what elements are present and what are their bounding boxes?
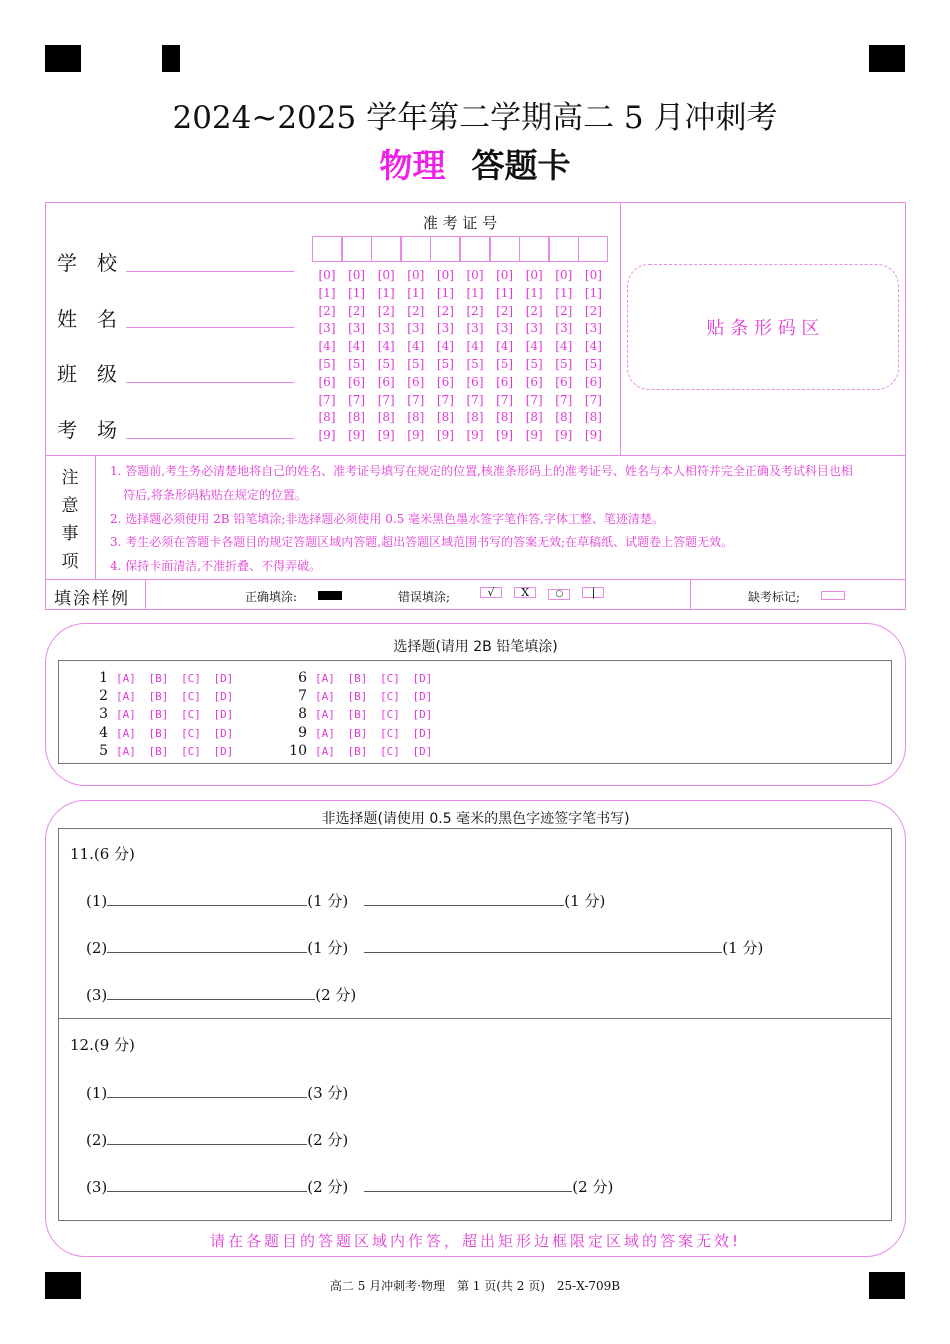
wrong-fill-samples: √ X ○ | — [480, 585, 604, 600]
score: (1 分) — [722, 939, 764, 957]
question-number: 8 — [298, 706, 307, 723]
id-digit-option[interactable]: [2] — [466, 303, 484, 318]
id-digit-option[interactable]: [0] — [377, 268, 395, 282]
choice-option-d[interactable]: [D] — [213, 726, 234, 740]
subject-title — [0, 140, 950, 187]
barcode-area — [627, 264, 899, 390]
part-label: (1) — [86, 1084, 108, 1102]
footer: 高二 5 月冲刺考·物理 第 1 页(共 2 页) 25-X-709B — [329, 1279, 621, 1293]
id-digit-option[interactable]: [1] — [555, 285, 573, 300]
id-digit-option[interactable]: [8] — [525, 410, 543, 425]
id-digit-option[interactable]: [7] — [496, 392, 514, 407]
exam-title: 2024~2025 学年第二学期高二 5 月冲刺考 — [172, 100, 778, 136]
id-digit-option[interactable]: [7] — [318, 392, 336, 407]
absent-mark-box[interactable] — [821, 591, 845, 600]
id-digit-option[interactable]: [6] — [407, 374, 425, 389]
id-digit-option[interactable]: [6] — [436, 374, 454, 389]
id-digit-option[interactable]: [8] — [377, 410, 395, 425]
choice-option-d[interactable]: [D] — [412, 726, 433, 740]
id-digit-option[interactable]: [2] — [436, 303, 454, 318]
choice-option-c[interactable]: [C] — [181, 726, 201, 740]
id-digit-option[interactable]: [5] — [318, 357, 336, 371]
choice-option-c[interactable]: [C] — [380, 672, 400, 685]
choice-option-b[interactable]: [B] — [148, 690, 169, 704]
choice-option-c[interactable]: [C] — [380, 690, 400, 704]
id-digit-option[interactable]: [3] — [348, 321, 366, 336]
choice-option-a[interactable]: [A] — [116, 726, 136, 740]
id-digit-cell[interactable] — [430, 236, 460, 262]
id-digit-option[interactable]: [9] — [555, 428, 573, 443]
score: (2 分) — [307, 1178, 349, 1196]
id-digit-option[interactable]: [3] — [496, 321, 514, 336]
notice-title — [58, 464, 82, 576]
id-digit-option[interactable]: [0] — [496, 268, 514, 282]
id-digit-option[interactable]: [8] — [436, 410, 454, 425]
id-digit-option[interactable]: [5] — [555, 357, 573, 371]
notice-title-char: 意 — [61, 496, 79, 516]
id-digit-option[interactable]: [8] — [496, 410, 514, 425]
id-digit-cell[interactable] — [401, 236, 431, 262]
choice-option-c[interactable]: [C] — [181, 690, 201, 704]
choice-option-b[interactable]: [B] — [347, 744, 368, 758]
card-name: 答题卡 — [471, 146, 571, 185]
divider — [45, 455, 906, 456]
id-digit-option[interactable]: [6] — [584, 374, 602, 389]
registration-mark — [162, 45, 180, 72]
choice-option-a[interactable]: [A] — [116, 708, 136, 722]
divider — [690, 579, 691, 610]
id-digit-option[interactable]: [5] — [525, 357, 543, 371]
id-digit-option[interactable]: [5] — [377, 357, 395, 371]
choice-option-d[interactable]: [D] — [412, 708, 433, 722]
choice-option-a[interactable]: [A] — [315, 744, 335, 758]
id-digit-option[interactable]: [7] — [348, 392, 366, 407]
id-digit-option[interactable]: [2] — [407, 303, 425, 318]
id-digit-option[interactable]: [1] — [525, 285, 543, 300]
choice-option-b[interactable]: [B] — [347, 726, 368, 740]
choice-option-b[interactable]: [B] — [148, 708, 169, 722]
id-digit-option[interactable]: [2] — [496, 303, 514, 318]
divider — [58, 1018, 892, 1019]
id-digit-option[interactable]: [1] — [436, 285, 454, 300]
notice-item: 3. 考生必须在答题卡各题目的规定答题区域内答题,超出答题区域范围书写的答案无效;在草稿纸、试题卷上答题无效。 — [110, 535, 734, 549]
id-digit-option[interactable]: [4] — [466, 339, 484, 354]
choice-option-c[interactable]: [C] — [380, 744, 400, 758]
id-digit-option[interactable]: [9] — [525, 428, 543, 443]
id-digit-option[interactable]: [0] — [525, 268, 543, 282]
choice-option-d[interactable]: [D] — [213, 708, 234, 722]
id-digit-option[interactable]: [8] — [407, 410, 425, 425]
id-digit-option[interactable]: [0] — [348, 268, 366, 282]
id-digit-option[interactable]: [3] — [377, 321, 395, 336]
question-number: 4 — [99, 724, 108, 741]
question-number: 1 — [99, 670, 108, 686]
id-digit-option[interactable]: [4] — [348, 339, 366, 354]
id-digit-option[interactable]: [7] — [407, 392, 425, 407]
choice-option-b[interactable]: [B] — [347, 690, 368, 704]
q12-1[interactable] — [86, 1082, 348, 1103]
id-digit-option[interactable]: [3] — [436, 321, 454, 336]
id-digit-option[interactable]: [2] — [555, 303, 573, 318]
divider — [620, 202, 621, 455]
id-digit-cell[interactable] — [342, 236, 372, 262]
choice-option-a[interactable]: [A] — [315, 726, 335, 740]
choice-option-a[interactable]: [A] — [315, 690, 335, 704]
part-label: (2) — [86, 939, 108, 957]
id-digit-option[interactable]: [4] — [496, 339, 514, 354]
part-label: (2) — [86, 1131, 108, 1149]
warning-text: 请在各题目的答题区域内作答，超出矩形边框限定区域的答案无效! — [209, 1232, 742, 1250]
subject-name: 物理 — [379, 146, 446, 185]
id-digit-option[interactable]: [3] — [407, 321, 425, 336]
question-number: 10 — [289, 742, 307, 759]
question-number: 5 — [99, 742, 108, 759]
choice-option-a[interactable]: [A] — [116, 690, 136, 704]
choice-option-d[interactable]: [D] — [412, 744, 433, 758]
registration-mark — [869, 45, 905, 72]
question-number: 2 — [99, 688, 108, 705]
score: (3 分) — [307, 1084, 349, 1102]
part-label: (3) — [86, 986, 108, 1004]
q12-3[interactable] — [86, 1176, 613, 1197]
id-digit-option[interactable]: [4] — [555, 339, 573, 354]
field-input[interactable] — [126, 318, 294, 328]
id-digit-option[interactable]: [1] — [584, 285, 602, 300]
id-digit-option[interactable]: [6] — [555, 374, 573, 389]
id-digit-option[interactable]: [5] — [466, 357, 484, 371]
choice-option-a[interactable]: [A] — [315, 672, 335, 685]
q11-1[interactable] — [86, 890, 605, 911]
q12-2[interactable] — [86, 1129, 348, 1150]
choice-option-c[interactable]: [C] — [181, 744, 201, 758]
id-digit-option[interactable]: [8] — [318, 410, 336, 425]
field-input[interactable] — [126, 373, 294, 383]
choice-option-b[interactable]: [B] — [148, 672, 169, 685]
choice-option-d[interactable]: [D] — [412, 672, 433, 685]
part-label: (3) — [86, 1178, 108, 1196]
id-digit-option[interactable]: [3] — [555, 321, 573, 336]
id-digit-option[interactable]: [9] — [584, 428, 602, 443]
id-digit-option[interactable]: [0] — [318, 268, 336, 282]
choice-option-a[interactable]: [A] — [116, 744, 136, 758]
notice-title-char: 项 — [61, 552, 79, 572]
id-digit-option[interactable]: [7] — [436, 392, 454, 407]
id-digit-option[interactable]: [4] — [318, 339, 336, 354]
id-digit-option[interactable]: [5] — [348, 357, 366, 371]
field-label: 学 校 — [57, 251, 117, 275]
score: (2 分) — [572, 1178, 614, 1196]
id-digit-option[interactable]: [0] — [407, 268, 425, 282]
notice-item: 4. 保持卡面清洁,不准折叠、不得弄破。 — [110, 559, 322, 573]
score: (1 分) — [307, 939, 349, 957]
id-digit-option[interactable]: [7] — [466, 392, 484, 407]
id-digit-option[interactable]: [1] — [496, 285, 514, 300]
absent-label: 缺考标记; — [748, 590, 801, 604]
id-digit-option[interactable]: [9] — [466, 428, 484, 443]
correct-fill-sample — [318, 591, 342, 600]
choice-option-a[interactable]: [A] — [116, 672, 136, 685]
id-digit-cell[interactable] — [519, 236, 549, 262]
id-digit-option[interactable]: [0] — [584, 268, 602, 282]
id-digit-cell[interactable] — [312, 236, 342, 262]
question-number: 6 — [298, 670, 307, 686]
id-digit-option[interactable]: [1] — [407, 285, 425, 300]
choice-option-d[interactable]: [D] — [213, 744, 234, 758]
score: (1 分) — [564, 892, 606, 910]
notice-title-char: 事 — [61, 524, 79, 544]
registration-mark — [45, 45, 81, 72]
barcode-label: 贴 条 形 码 区 — [706, 318, 820, 339]
choice-option-c[interactable]: [C] — [181, 708, 201, 722]
part-label: (1) — [86, 892, 108, 910]
score: (1 分) — [307, 892, 349, 910]
choice-option-d[interactable]: [D] — [213, 690, 234, 704]
id-digit-option[interactable]: [2] — [584, 303, 602, 318]
field-label: 班 级 — [57, 362, 117, 386]
q12-title: 12.(9 分) — [70, 1036, 135, 1054]
id-digit-option[interactable]: [8] — [584, 410, 602, 425]
id-digit-option[interactable]: [6] — [496, 374, 514, 389]
id-digit-option[interactable]: [5] — [436, 357, 454, 371]
question-number: 7 — [298, 688, 307, 705]
id-digit-option[interactable]: [2] — [377, 303, 395, 318]
id-digit-option[interactable]: [1] — [377, 285, 395, 300]
id-digit-option[interactable]: [3] — [584, 321, 602, 336]
choice-option-a[interactable]: [A] — [315, 708, 335, 722]
id-digit-option[interactable]: [0] — [555, 268, 573, 282]
choice-option-c[interactable]: [C] — [181, 672, 201, 685]
id-digit-option[interactable]: [8] — [555, 410, 573, 425]
score: (2 分) — [307, 1131, 349, 1149]
id-digit-option[interactable]: [2] — [318, 303, 336, 318]
field-label: 考 场 — [57, 418, 117, 442]
nonchoice-title: 非选择题(请使用 0.5 毫米的黑色字迹签字笔书写) — [321, 811, 630, 827]
id-digit-option[interactable]: [0] — [436, 268, 454, 282]
id-digit-option[interactable]: [4] — [436, 339, 454, 354]
id-digit-option[interactable]: [7] — [584, 392, 602, 407]
field-input[interactable] — [126, 429, 294, 439]
question-number: 3 — [99, 706, 108, 723]
choice-option-c[interactable]: [C] — [380, 708, 400, 722]
id-digit-option[interactable]: [8] — [466, 410, 484, 425]
id-digit-option[interactable]: [6] — [318, 374, 336, 389]
id-digit-option[interactable]: [1] — [348, 285, 366, 300]
id-digit-option[interactable]: [4] — [377, 339, 395, 354]
field-label: 姓 名 — [57, 307, 117, 331]
choice-option-d[interactable]: [D] — [412, 690, 433, 704]
id-digit-option[interactable]: [9] — [377, 428, 395, 443]
choice-title: 选择题(请用 2B 铅笔填涂) — [393, 639, 558, 655]
divider — [145, 579, 146, 610]
id-digit-option[interactable]: [5] — [584, 357, 602, 371]
id-digit-option[interactable]: [3] — [318, 321, 336, 336]
id-digit-cell[interactable] — [460, 236, 490, 262]
id-digit-option[interactable]: [1] — [318, 285, 336, 300]
id-digit-option[interactable]: [8] — [348, 410, 366, 425]
notice-item: 2. 选择题必须使用 2B 铅笔填涂;非选择题必须使用 0.5 毫米黑色墨水签字笔作答,字体工整、笔迹清楚。 — [110, 512, 664, 526]
id-digit-option[interactable]: [7] — [377, 392, 395, 407]
choice-option-c[interactable]: [C] — [380, 726, 400, 740]
score: (2 分) — [315, 986, 357, 1004]
choice-option-b[interactable]: [B] — [347, 708, 368, 722]
answer-box — [58, 828, 892, 1221]
id-digit-option[interactable]: [3] — [466, 321, 484, 336]
choice-option-d[interactable]: [D] — [213, 672, 234, 685]
id-digit-option[interactable]: [6] — [525, 374, 543, 389]
id-digit-cell[interactable] — [371, 236, 401, 262]
q11-3[interactable] — [86, 984, 356, 1005]
id-digit-option[interactable]: [9] — [318, 428, 336, 443]
id-digit-cell[interactable] — [549, 236, 579, 262]
field-input[interactable] — [126, 262, 294, 272]
id-digit-cell[interactable] — [490, 236, 520, 262]
notice-item: 1. 答题前,考生务必清楚地将自己的姓名、准考证号填写在规定的位置,核准条形码上的准考证号、姓名与本人相符并完全正确及考试科目也相 — [110, 464, 853, 478]
q11-2[interactable] — [86, 937, 763, 958]
notice-item: 符后,将条形码粘贴在规定的位置。 — [123, 488, 307, 502]
id-digit-option[interactable]: [4] — [584, 339, 602, 354]
choice-option-b[interactable]: [B] — [148, 744, 169, 758]
id-digit-option[interactable]: [6] — [348, 374, 366, 389]
id-digit-option[interactable]: [9] — [407, 428, 425, 443]
divider — [95, 455, 96, 579]
id-digit-option[interactable]: [6] — [466, 374, 484, 389]
id-digit-option[interactable]: [4] — [407, 339, 425, 354]
id-digit-option[interactable]: [5] — [407, 357, 425, 371]
sample-title: 填涂样例 — [54, 589, 130, 609]
q11-title: 11.(6 分) — [70, 845, 135, 863]
question-number: 9 — [298, 724, 307, 741]
id-digit-option[interactable]: [2] — [525, 303, 543, 318]
id-digit-option[interactable]: [5] — [496, 357, 514, 371]
id-digit-option[interactable]: [9] — [496, 428, 514, 443]
id-digit-option[interactable]: [9] — [348, 428, 366, 443]
id-digit-option[interactable]: [4] — [525, 339, 543, 354]
wrong-fill-label: 错误填涂; — [398, 590, 451, 604]
correct-fill-label: 正确填涂: — [245, 590, 298, 604]
id-digit-option[interactable]: [3] — [525, 321, 543, 336]
id-digit-option[interactable]: [7] — [555, 392, 573, 407]
id-digit-cell[interactable] — [578, 236, 608, 262]
choice-option-b[interactable]: [B] — [148, 726, 169, 740]
id-digit-option[interactable]: [7] — [525, 392, 543, 407]
id-digit-option[interactable]: [0] — [466, 268, 484, 282]
id-digit-option[interactable]: [2] — [348, 303, 366, 318]
admission-label: 准 考 证 号 — [422, 214, 498, 232]
id-digit-option[interactable]: [1] — [466, 285, 484, 300]
choice-option-b[interactable]: [B] — [347, 672, 368, 685]
id-digit-option[interactable]: [9] — [436, 428, 454, 443]
divider — [45, 579, 906, 580]
id-digit-option[interactable]: [6] — [377, 374, 395, 389]
notice-title-char: 注 — [61, 468, 79, 488]
